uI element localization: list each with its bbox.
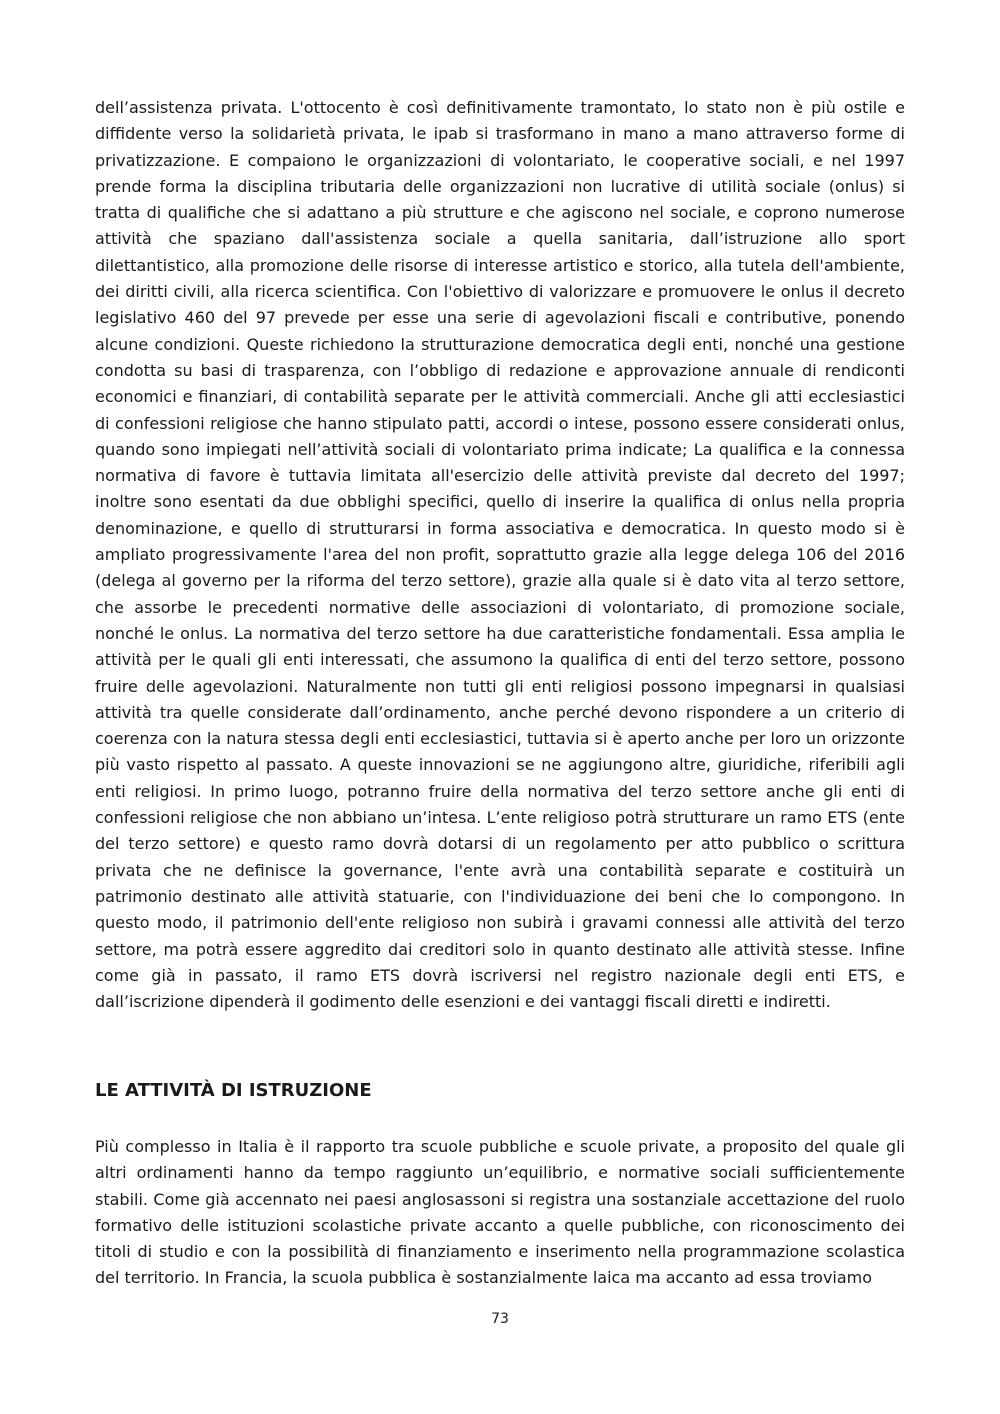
section-heading: LE ATTIVITÀ DI ISTRUZIONE: [95, 1080, 372, 1101]
body-paragraph: dell’assistenza privata. L'ottocento è così definitivamente tramontato, lo stato non è più ostile e diffidente verso la solidarietà privata, le ipab si trasformano in mano a mano attraverso forme di privatizzazione. E compaiono le organizzazioni di volontariato, le cooperative sociali, e nel 1997 prende forma la disciplina tributaria delle organizzazioni non lucrative di utilità sociale (onlus) si tratta di qualifiche che si adattano a più strutture e che agiscono nel sociale, e coprono numerose attività che spaziano dall'assistenza sociale a quella sanitaria, dall’istruzione allo sport dilettantistico, alla promozione delle risorse di interesse artistico e storico, alla tutela dell'ambiente, dei diritti civili, alla ricerca scientifica. Con l'obiettivo di valorizzare e promuovere le onlus il decreto legislativo 460 del 97 prevede per esse una serie di agevolazioni fiscali e contributive, ponendo alcune condizioni. Queste richiedono la strutturazione democratica degli enti, nonché una gestione condotta su basi di trasparenza, con l’obbligo di redazione e approvazione annuale di rendiconti economici e finanziari, di contabilità separate per le attività commerciali. Anche gli atti ecclesiastici di confessioni religiose che hanno stipulato patti, accordi o intese, possono essere considerati onlus, quando sono impiegati nell’attività sociali di volontariato prima indicate; La qualifica e la connessa normativa di favore è tuttavia limitata all'esercizio delle attività previste dal decreto del 1997; inoltre sono esentati da due obblighi specifici, quello di inserire la qualifica di onlus nella propria denominazione, e quello di strutturarsi in forma associativa e democratica. In questo modo si è ampliato progressivamente l'area del non profit, soprattutto grazie alla legge delega 106 del 2016 (delega al governo per la riforma del terzo settore), grazie alla quale si è dato vita al terzo settore, che assorbe le precedenti normative delle associazioni di volontariato, di promozione sociale, nonché le onlus. La normativa del terzo settore ha due caratteristiche fondamentali. Essa amplia le attività per le quali gli enti interessati, che assumono la qualifica di enti del terzo settore, possono fruire delle agevolazioni. Naturalmente non tutti gli enti religiosi possono impegnarsi in qualsiasi attività tra quelle considerate dall’ordinamento, anche perché devono rispondere a un criterio di coerenza con la natura stessa degli enti ecclesiastici, tuttavia si è aperto anche per loro un orizzonte più vasto rispetto al passato. A queste innovazioni se ne aggiungono altre, giuridiche, riferibili agli enti religiosi. In primo luogo, potranno fruire della normativa del terzo settore anche gli enti di confessioni religiose che non abbiano un’intesa. L’ente religioso potrà strutturare un ramo ETS (ente del terzo settore) e questo ramo dovrà dotarsi di un regolamento per atto pubblico o scrittura privata che ne definisce la governance, l'ente avrà una contabilità separate e costituirà un patrimonio destinato alle attività statuarie, con l'individuazione dei beni che lo compongono. In questo modo, il patrimonio dell'ente religioso non subirà i gravami connessi alle attività del terzo settore, ma potrà essere aggredito dai creditori solo in quanto destinato alle attività stesse. Infine come già in passato, il ramo ETS dovrà iscriversi nel registro nazionale degli enti ETS, e dall’iscrizione dipenderà il godimento delle esenzioni e dei vantaggi fiscali diretti e indiretti.: [95, 98, 905, 1012]
body-paragraph: Più complesso in Italia è il rapporto tra scuole pubbliche e scuole private, a proposito del quale gli altri ordinamenti hanno da tempo raggiunto un’equilibrio, e normative sociali sufficientemente stabili. Come già accennato nei paesi anglosassoni si registra una sostanziale accettazione del ruolo formativo delle istituzioni scolastiche private accanto a quelle pubbliche, con riconoscimento dei titoli di studio e con la possibilità di finanziamento e inserimento nella programmazione scolastica del territorio. In Francia, la scuola pubblica è sostanzialmente laica ma accanto ad essa troviamo: [95, 1137, 905, 1288]
page-number: 73: [491, 1311, 509, 1327]
